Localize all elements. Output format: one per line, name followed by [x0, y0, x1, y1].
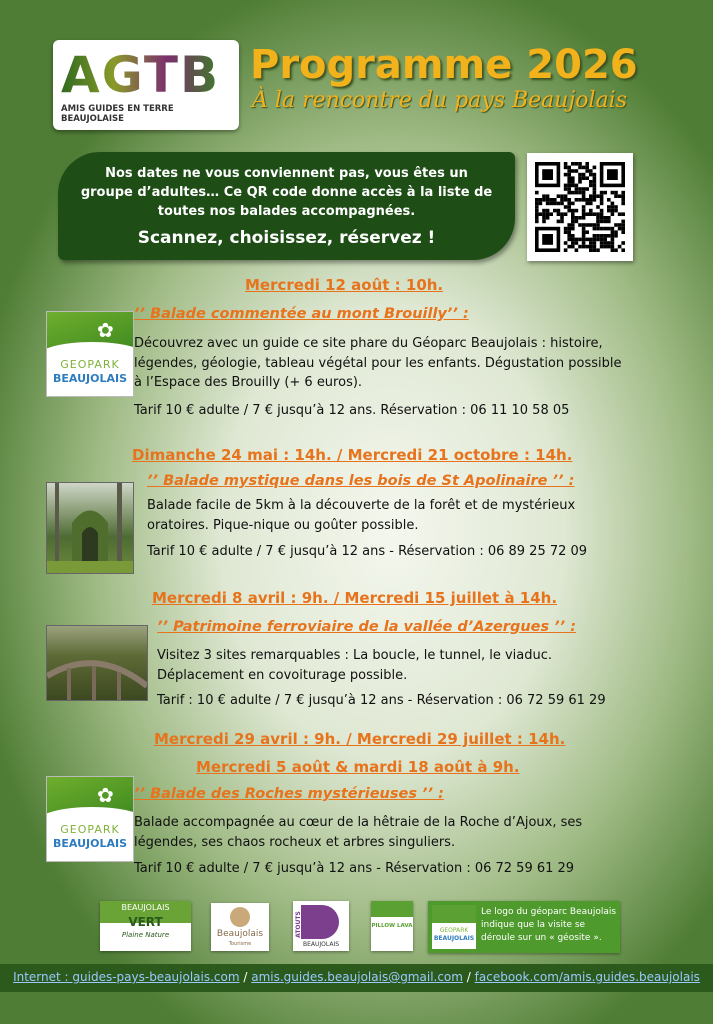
partner-label: BEAUJOLAIS [302, 941, 340, 948]
geopark-label: GEOPARK [439, 927, 469, 934]
geopark-label: BEAUJOLAIS [53, 372, 127, 385]
description-line: oratoires. Pique-nique ou goûter possible. [147, 517, 419, 533]
qr-call-to-action: Scannez, choisissez, réservez ! [137, 228, 436, 248]
description-line: Balade facile de 5km à la découverte de la forêt et de mystérieux [147, 498, 576, 513]
qr-banner-line: groupe d’adultes… Ce QR code donne accès à la liste de [80, 185, 493, 200]
partner-label: VERT [128, 915, 163, 929]
geopark-label: GEOPARK [60, 358, 120, 371]
event-title: ’’ Patrimoine ferroviaire de la vallée d’Azergues ’’ : [157, 619, 577, 635]
partner-label: Tourisme [228, 941, 252, 947]
qr-banner [58, 152, 515, 260]
description-line: Balade accompagnée au cœur de la hêtraie de la Roche d’Ajoux, ses [134, 815, 583, 830]
forest-oratory-photo [46, 482, 134, 574]
event-title: ’’ Balade des Roches mystérieuses ’’ : [134, 786, 444, 802]
geosite-note-text: Le logo du géoparc Beaujolais indique que la visite se déroule sur un « géosite ». [481, 907, 617, 943]
geopark-label: BEAUJOLAIS [433, 935, 475, 942]
event-description [134, 813, 674, 852]
page-subtitle: À la rencontre du pays Beaujolais [252, 88, 628, 113]
geopark-label: BEAUJOLAIS [53, 837, 127, 850]
event-description [147, 496, 667, 535]
geopark-mini-logo [432, 905, 476, 949]
event-date: Mercredi 12 août : 10h. [245, 276, 444, 294]
geopark-logo [46, 311, 134, 397]
qr-code-icon[interactable] [527, 153, 633, 261]
partner-label: BEAUJOLAIS [121, 903, 170, 912]
event-price: Tarif 10 € adulte / 7 € jusqu’à 12 ans - Réservation : 06 89 25 72 09 [147, 544, 588, 559]
description-line: Visitez 3 sites remarquables : La boucle, le tunnel, le viaduc. [157, 648, 553, 663]
description-line: légendes, géologie, tableau végétal pour les enfants. Dégustation possible [134, 355, 622, 371]
beaujolais-vert-logo [100, 901, 191, 951]
event-title: ’’ Balade mystique dans les bois de St Apolinaire ’’ : [147, 473, 575, 489]
event-price: Tarif 10 € adulte / 7 € jusqu’à 12 ans. Réservation : 06 11 10 58 05 [134, 403, 570, 418]
footer-links [0, 970, 713, 984]
beaujolais-tourisme-logo [211, 903, 269, 951]
qr-banner-line: Nos dates ne vous conviennent pas, vous êtes un [105, 166, 468, 181]
event-date: Mercredi 8 avril : 9h. / Mercredi 15 juillet à 14h. [152, 589, 558, 607]
viaduct-photo [46, 625, 148, 701]
event-price: Tarif 10 € adulte / 7 € jusqu’à 12 ans - Réservation : 06 72 59 61 29 [134, 861, 575, 876]
flower-icon: ✿ [97, 783, 114, 807]
event-description [134, 334, 674, 393]
geosite-note [428, 901, 620, 953]
pillow-lava-logo [371, 901, 413, 951]
partner-label: PILLOW LAVA [371, 923, 413, 929]
logo-text: AGTB [61, 46, 221, 104]
partner-label: Plaine Nature [121, 931, 170, 939]
geopark-label: GEOPARK [60, 823, 120, 836]
qr-banner-line: toutes nos balades accompagnées. [157, 204, 416, 219]
description-line: légendes, ses chaos rocheux et arbres singuliers. [134, 834, 456, 850]
website-link[interactable]: Internet : guides-pays-beaujolais.com [13, 970, 240, 984]
description-line: à l’Espace des Brouilly (+ 6 euros). [134, 375, 363, 390]
description-line: Découvrez avec un guide ce site phare du Géoparc Beaujolais : histoire, [134, 336, 603, 351]
atouts-beaujolais-logo [293, 901, 349, 951]
footer-bar [0, 964, 713, 992]
partner-label: ATOUTS [294, 911, 302, 938]
description-line: Déplacement en covoiturage possible. [157, 667, 408, 683]
geopark-logo [46, 776, 134, 862]
qr-code-graphic [527, 153, 633, 261]
logo-subtitle: AMIS GUIDES EN TERRE BEAUJOLAISE [61, 104, 174, 124]
partner-label: Beaujolais [216, 929, 264, 939]
facebook-link[interactable]: facebook.com/amis.guides.beaujolais [474, 970, 700, 984]
separator: / [462, 970, 475, 984]
page-title: Programme 2026 [250, 42, 638, 88]
qr-banner-text [74, 164, 499, 221]
email-link[interactable]: amis.guides.beaujolais@gmail.com [251, 970, 463, 984]
event-date: Mercredi 5 août & mardi 18 août à 9h. [196, 758, 520, 776]
agtb-logo [53, 40, 239, 130]
event-date: Mercredi 29 avril : 9h. / Mercredi 29 juillet : 14h. [154, 730, 566, 748]
event-date: Dimanche 24 mai : 14h. / Mercredi 21 octobre : 14h. [132, 446, 573, 464]
event-price: Tarif : 10 € adulte / 7 € jusqu’à 12 ans - Réservation : 06 72 59 61 29 [157, 693, 606, 708]
separator: / [239, 970, 252, 984]
event-description [157, 646, 677, 685]
event-title: ’’ Balade commentée au mont Brouilly’’ : [134, 306, 469, 322]
flower-icon: ✿ [97, 318, 114, 342]
